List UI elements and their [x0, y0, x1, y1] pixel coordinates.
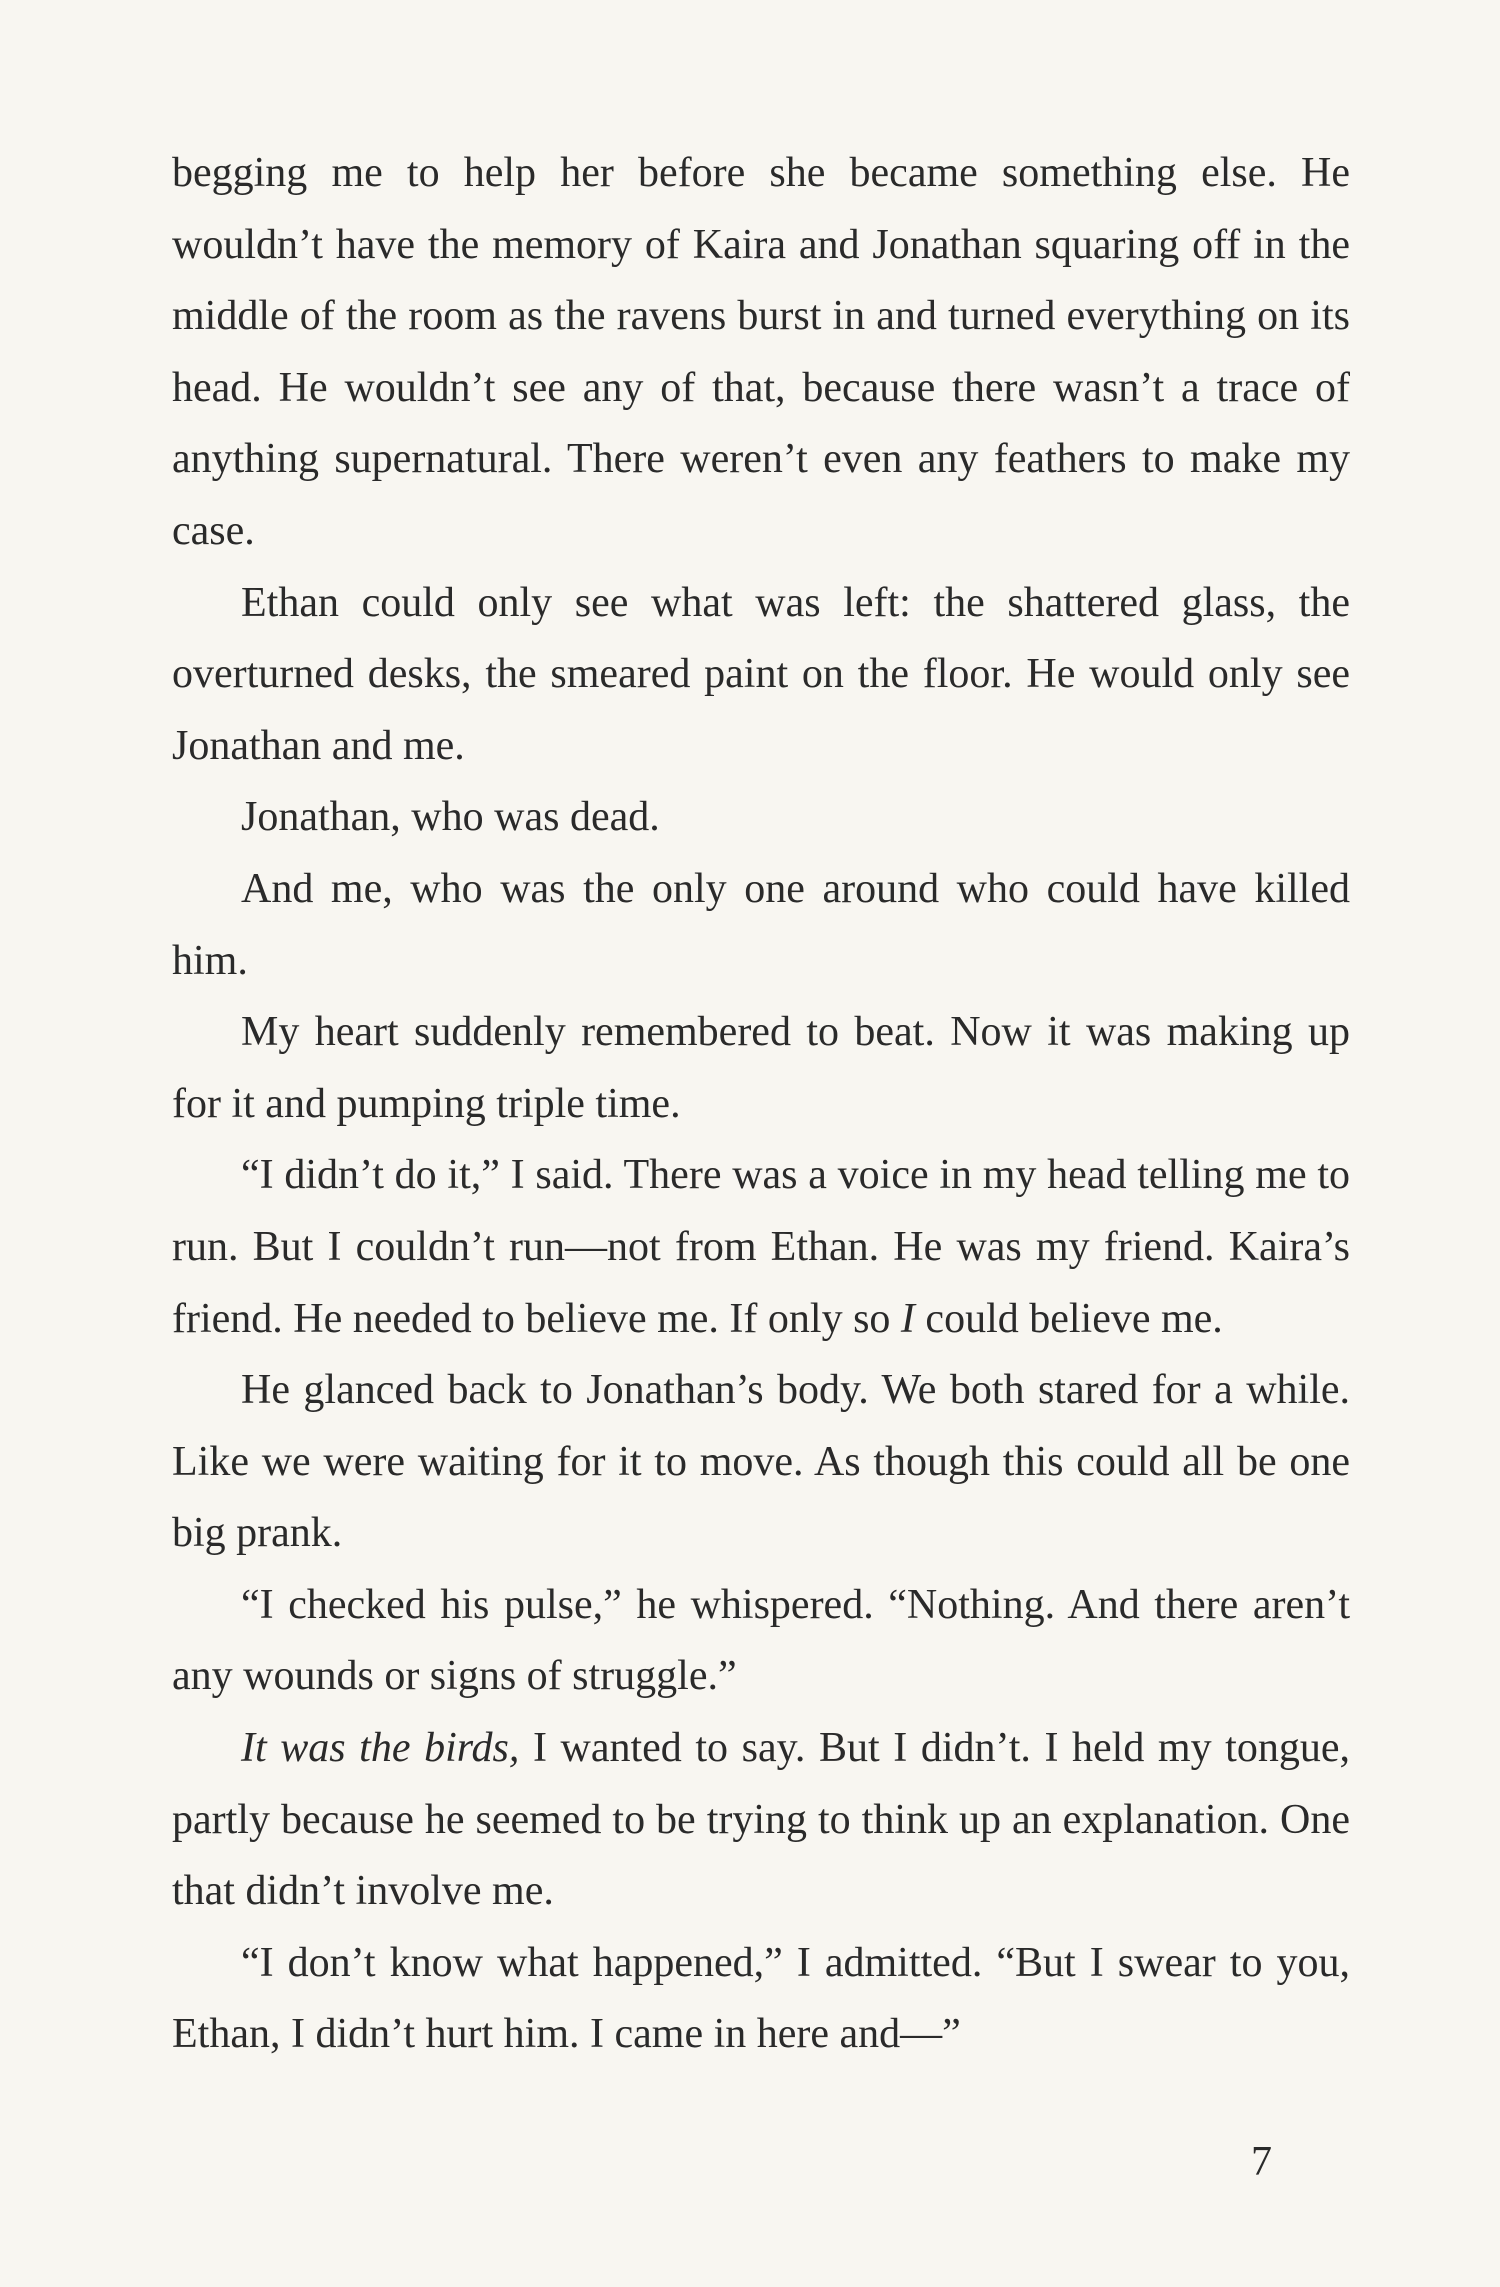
paragraph: “I checked his pulse,” he whispered. “Nothing. And there aren’t any wounds or signs of struggle.”	[172, 1581, 1350, 1700]
body-text	[172, 138, 1350, 2071]
paragraph: “I don’t know what happened,” I admitted. “But I swear to you, Ethan, I didn’t hurt him. I came in here and—”	[172, 1939, 1350, 2058]
emphasis-text: I	[900, 1295, 915, 1342]
emphasis-text: It was the birds,	[241, 1725, 520, 1772]
paragraph: And me, who was the only one around who could have killed him.	[172, 865, 1350, 984]
paragraph	[172, 1140, 1350, 1355]
page-number: 7	[1251, 2139, 1272, 2185]
paragraph: My heart suddenly remembered to beat. Now it was making up for it and pumping triple time.	[172, 1009, 1350, 1127]
paragraph: He glanced back to Jonathan’s body. We both stared for a while. Like we were waiting for it to move. As though this could all be one big prank.	[172, 1367, 1350, 1557]
paragraph: begging me to help her before she became something else. He wouldn’t have the memory of Kaira and Jonathan squaring off in the middle of the room as the ravens burst in and turned everything on its head. He wouldn’t see any of that, because there wasn’t a trace of anything supernatural. There weren’t even any feathers to make my case.	[172, 150, 1350, 554]
paragraph: Jonathan, who was dead.	[241, 794, 660, 841]
paragraph: Ethan could only see what was left: the shattered glass, the overturned desks, the smeared paint on the floor. He would only see Jonathan and me.	[172, 579, 1350, 769]
paragraph	[172, 1713, 1350, 1928]
paragraph-text: I wanted to say. But I didn’t. I held my tongue, partly because he seemed to be trying to think up an explanation. One that didn’t involve me.	[172, 1725, 1350, 1915]
paragraph-text: could believe me.	[914, 1295, 1223, 1342]
paragraph-text: “I didn’t do it,” I said. There was a voice in my head telling me to run. But I couldn’t run—not from Ethan. He was my friend. Kaira’s friend. He needed to believe me. If only so	[172, 1152, 1350, 1342]
